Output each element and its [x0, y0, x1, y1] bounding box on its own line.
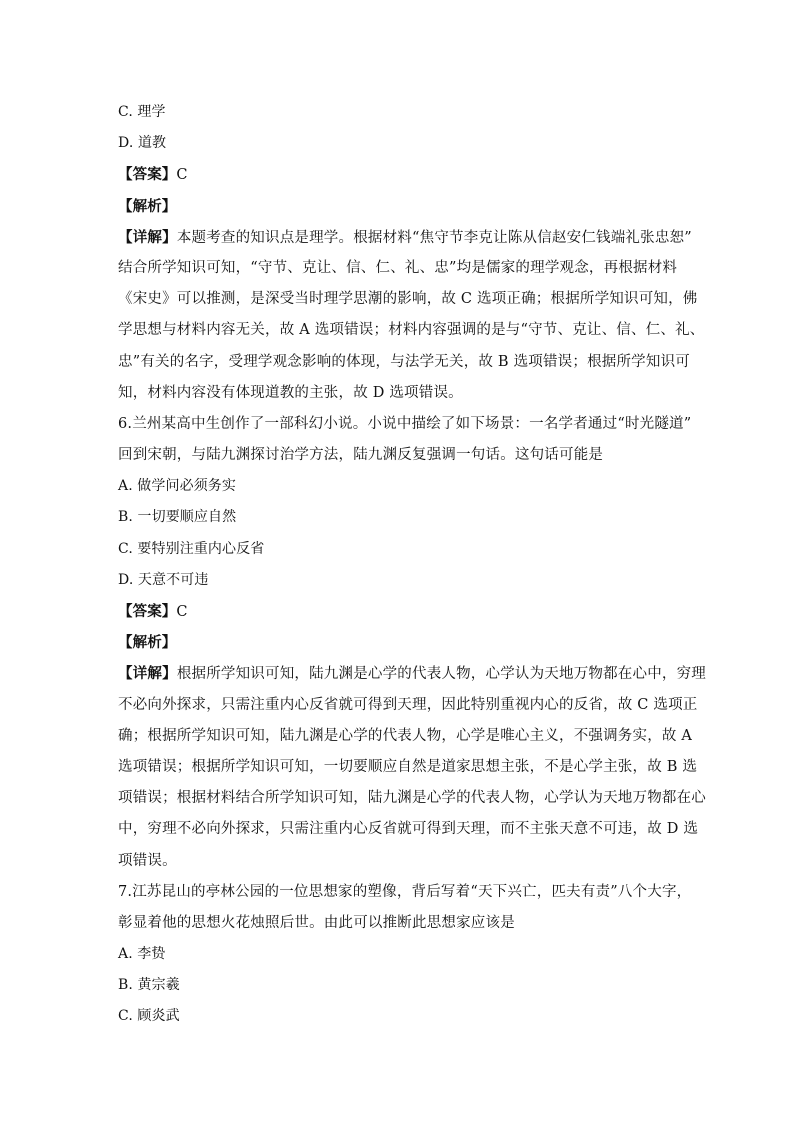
q5-detail-line: 【详解】本题考查的知识点是理学。根据材料“焦守节李克让陈从信赵安仁钱端礼张忠恕”: [118, 228, 692, 246]
q5-detail: [118, 222, 705, 409]
q6-detail-line: 不必向外探求，只需注重内心反省就可得到天理，因此特别重视内心的反省，故 C 选项正: [118, 696, 698, 713]
q7-option-a: A. 李贽: [118, 946, 166, 963]
q6-stem-line: 6.兰州某高中生创作了一部科幻小说。小说中描绘了如下场景：一名学者通过“时光隧道”: [118, 415, 692, 432]
detail-tag: 【详解】: [118, 665, 177, 683]
q5-detail-line: 结合所学知识可知，“守节、克让、信、仁、礼、忠”均是儒家的理学观念，再根据材料: [118, 259, 678, 276]
q7-stem: [118, 877, 692, 939]
q6-detail-line: 【详解】根据所学知识可知，陆九渊是心学的代表人物，心学认为天地万物都在心中，穷理: [118, 665, 707, 683]
q6-option-b: B. 一切要顺应自然: [118, 509, 237, 526]
q7-option-c: C. 顾炎武: [118, 1008, 180, 1025]
q6-detail-line: 选项错误；根据所学知识可知，一切要顺应自然是道家思想主张，不是心学主张，故 B 选: [118, 758, 698, 775]
answer-tag: 【答案】: [118, 166, 177, 184]
answer-value: C: [176, 167, 188, 184]
q5-analysis-row: [118, 191, 678, 222]
answer-tag: 【答案】: [118, 603, 177, 620]
q5-detail-line: 《宋史》可以推测，是深受当时理学思潮的影响，故 C 选项正确；根据所学知识可知，佛: [118, 291, 698, 308]
q5-option-d: D. 道教: [118, 135, 167, 152]
q7-stem-line: 7.江苏昆山的亭林公园的一位思想家的塑像，背后写着“天下兴亡，匹夫有责”八个大字，: [118, 883, 692, 900]
q6-stem: [118, 409, 692, 471]
q6-detail-line: 中，穷理不必向外探求，只需注重内心反省就可得到天理，而不主张天意不可违，故 D 选: [118, 821, 699, 838]
q6-detail: [118, 658, 707, 876]
q5-answer-row: [118, 159, 678, 190]
q6-option-a: A. 做学问必须务实: [118, 478, 237, 495]
q6-stem-line: 回到宋朝，与陆九渊探讨治学方法，陆九渊反复强调一句话。这句话可能是: [118, 447, 604, 464]
q6-detail-line: 确；根据所学知识可知，陆九渊是心学的代表人物，心学是唯心主义，不强调务实，故 A: [118, 727, 693, 744]
answer-value: C: [176, 604, 188, 620]
q7-option-b: B. 黄宗羲: [118, 977, 180, 994]
q5-detail-line: 忠”有关的名字，受理学观念影响的体现，与法学无关，故 B 选项错误；根据所学知识可: [118, 353, 690, 370]
q6-detail-line: 项错误；根据材料结合所学知识可知，陆九渊是心学的代表人物，心学认为天地万物都在心: [118, 790, 706, 807]
q6-option-d: D. 天意不可违: [118, 571, 209, 588]
q6-option-c: C. 要特别注重内心反省: [118, 540, 265, 557]
q7-stem-line: 彰显着他的思想火花烛照后世。由此可以推断此思想家应该是: [118, 914, 515, 931]
q6-analysis-row: [118, 627, 678, 658]
detail-tag: 【详解】: [118, 228, 177, 246]
q5-option-c: C. 理学: [118, 104, 166, 120]
analysis-tag: 【解析】: [118, 634, 177, 652]
q6-answer-row: [118, 596, 678, 627]
analysis-tag: 【解析】: [118, 197, 177, 215]
document-page: [118, 97, 707, 1033]
q6-detail-line: 项错误。: [118, 852, 177, 869]
q5-detail-line: 学思想与材料内容无关，故 A 选项错误；材料内容强调的是与“守节、克让、信、仁、礼、: [118, 322, 705, 339]
q5-detail-line: 知，材料内容没有体现道教的主张，故 D 选项错误。: [118, 384, 463, 401]
